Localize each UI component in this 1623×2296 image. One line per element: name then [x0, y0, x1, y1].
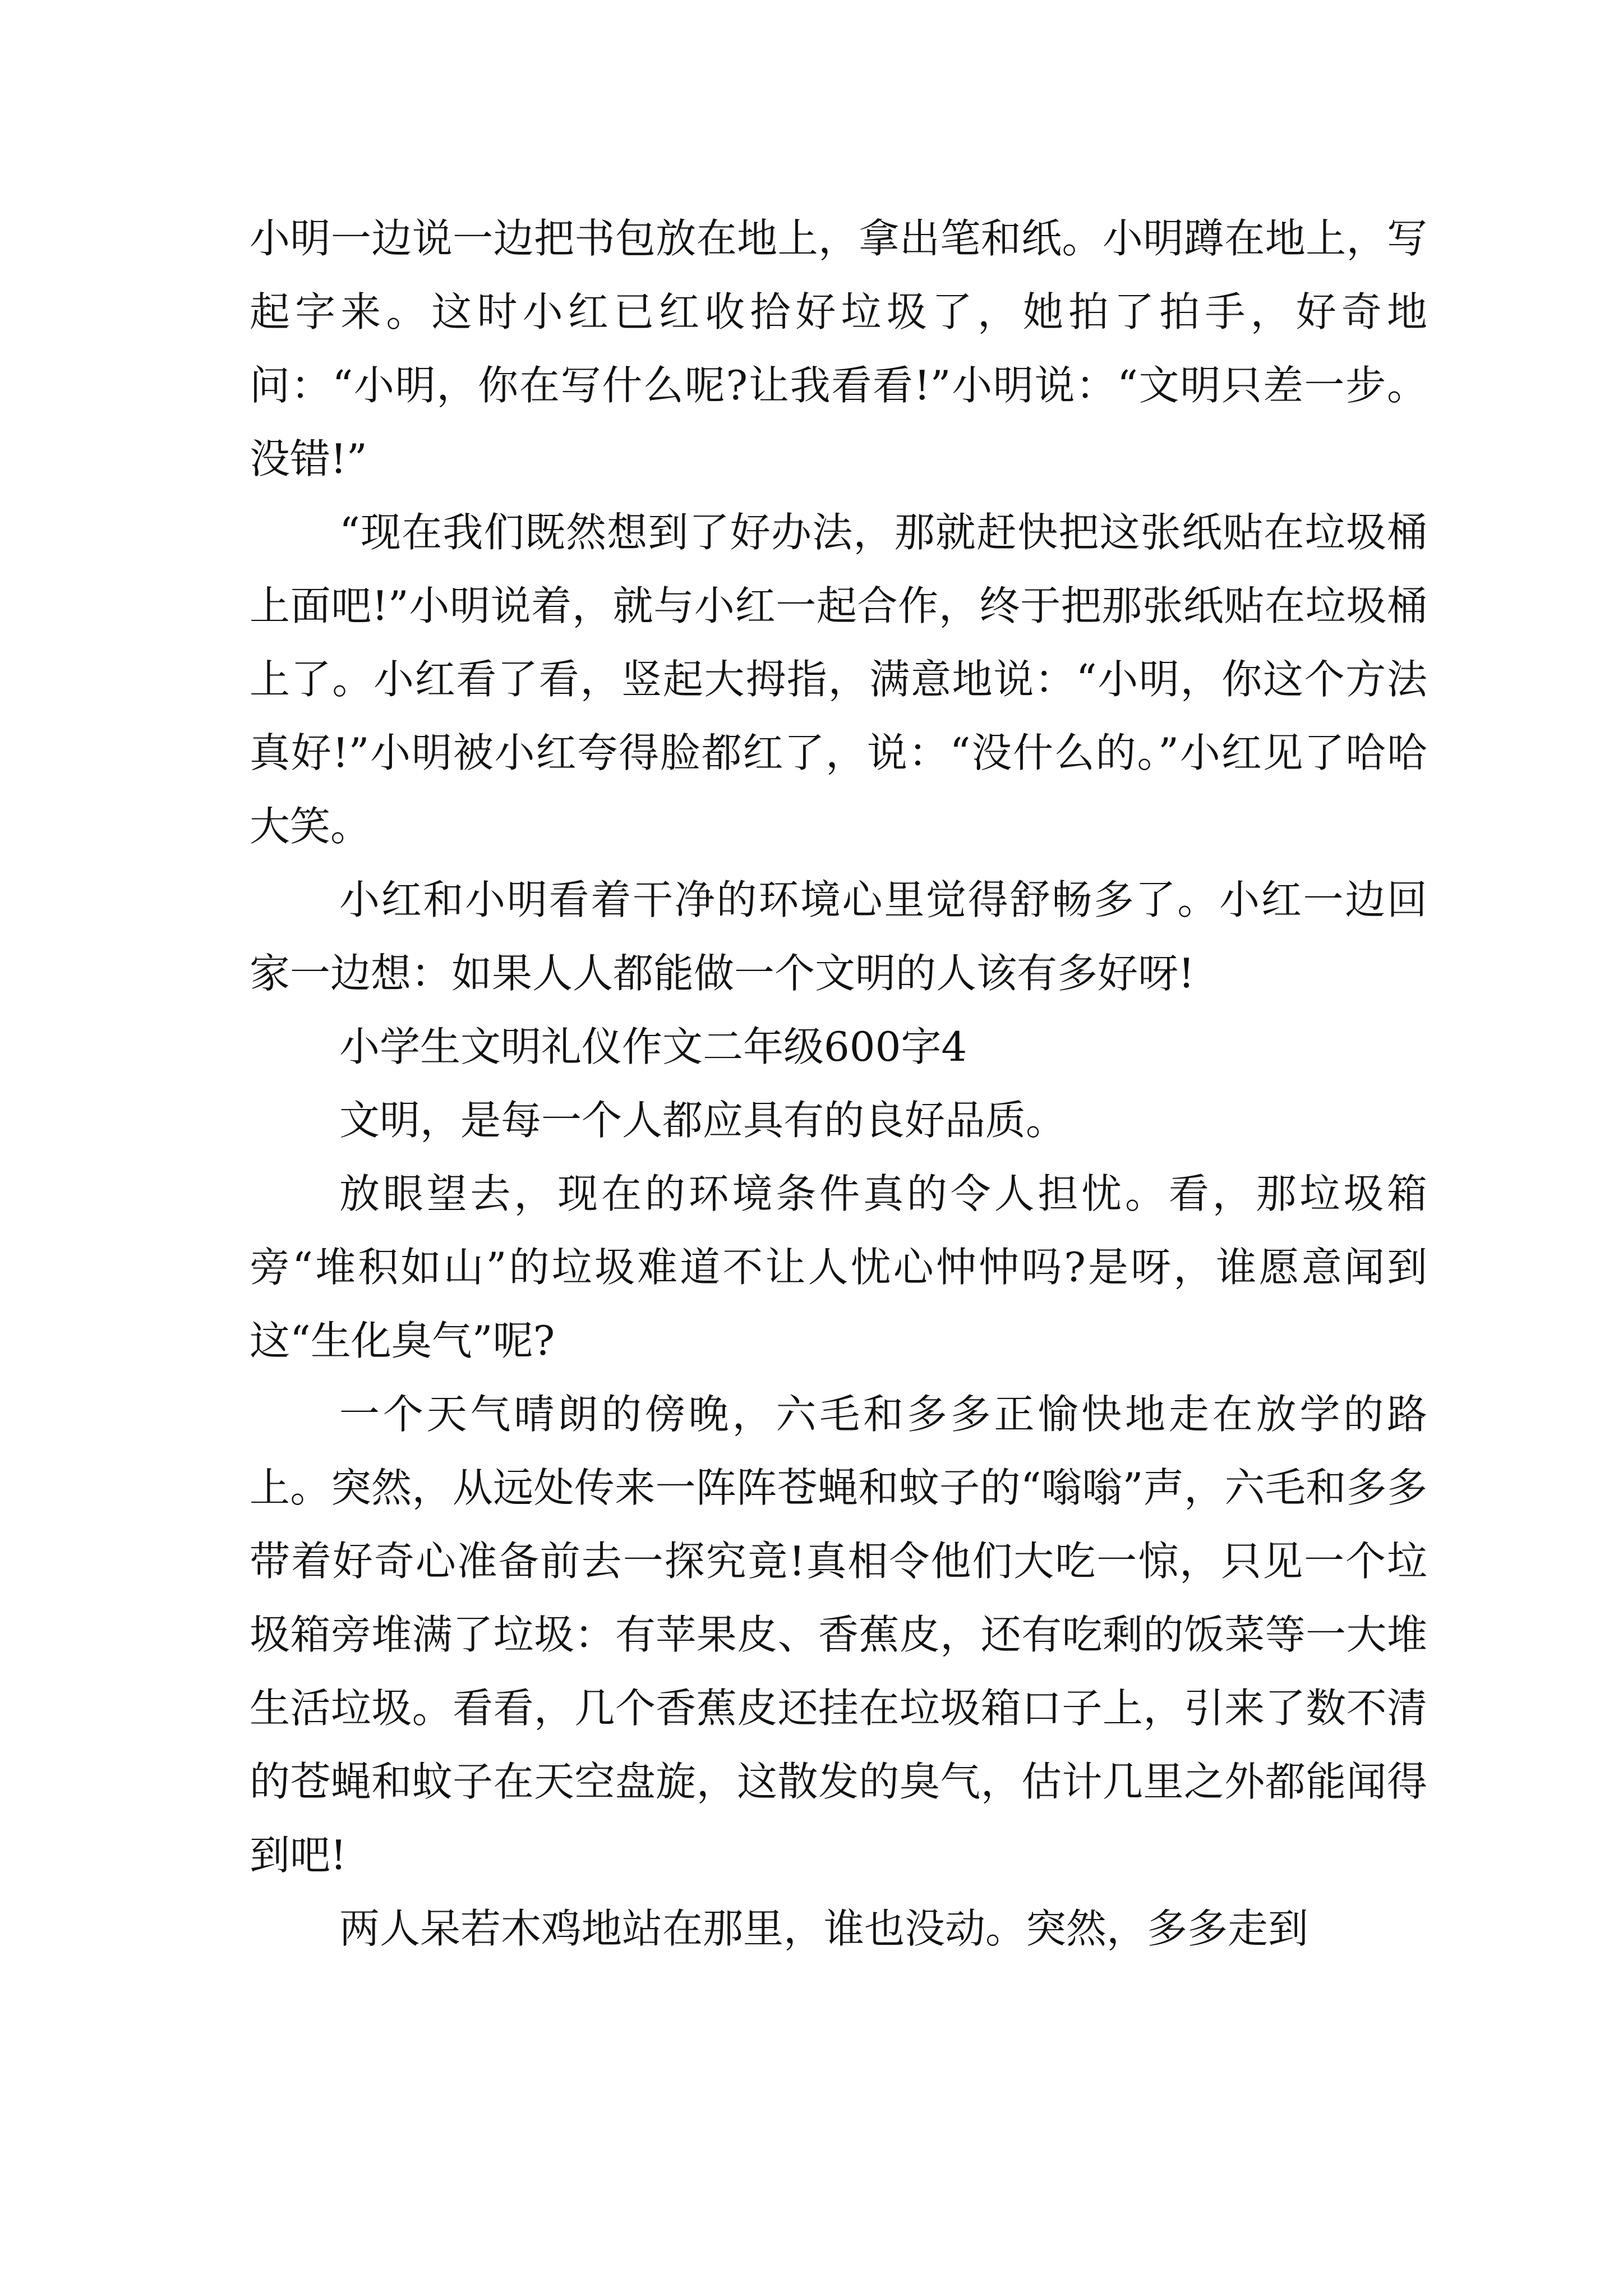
paragraph-6: 放眼望去，现在的环境条件真的令人担忧。看，那垃圾箱旁“堆积如山”的垃圾难道不让人忧心忡忡吗?是呀，谁愿意闻到这“生化臭气”呢? [250, 1170, 1427, 1364]
paragraph-3: 小红和小明看着干净的环境心里觉得舒畅多了。小红一边回家一边想：如果人人都能做一个文明的人该有多好呀! [250, 876, 1427, 997]
essay-heading: 小学生文明礼仪作文二年级600字4 [339, 1023, 967, 1070]
paragraph-7: 一个天气晴朗的傍晚，六毛和多多正愉快地走在放学的路上。突然，从远处传来一阵阵苍蝇和蚊子的“嗡嗡”声，六毛和多多带着好奇心准备前去一探究竟!真相令他们大吃一惊，只见一个垃圾箱旁堆满了垃圾：有苹果皮、香蕉皮，还有吃剩的饭菜等一大堆生活垃圾。看看，几个香蕉皮还挂在垃圾箱口子上，引来了数不清的苍蝇和蚊子在天空盘旋，这散发的臭气，估计几里之外都能闻得到吧! [250, 1391, 1427, 1879]
paragraph-5: 文明，是每一个人都应具有的良好品质。 [339, 1097, 1067, 1144]
paragraph-2: “现在我们既然想到了好办法，那就赶快把这张纸贴在垃圾桶上面吧!”小明说着，就与小红一起合作，终于把那张纸贴在垃圾桶上了。小红看了看，竖起大拇指，满意地说：“小明，你这个方法真好!”小明被小红夸得脸都红了，说：“没什么的。”小红见了哈哈大笑。 [250, 509, 1427, 850]
document-body [250, 202, 1427, 1966]
paragraph-8: 两人呆若木鸡地站在那里，谁也没动。突然，多多走到 [339, 1905, 1309, 1952]
paragraph-1: 小明一边说一边把书包放在地上，拿出笔和纸。小明蹲在地上，写起字来。这时小红已红收拾好垃圾了，她拍了拍手，好奇地问：“小明，你在写什么呢?让我看看!”小明说：“文明只差一步。没错!” [250, 215, 1427, 482]
